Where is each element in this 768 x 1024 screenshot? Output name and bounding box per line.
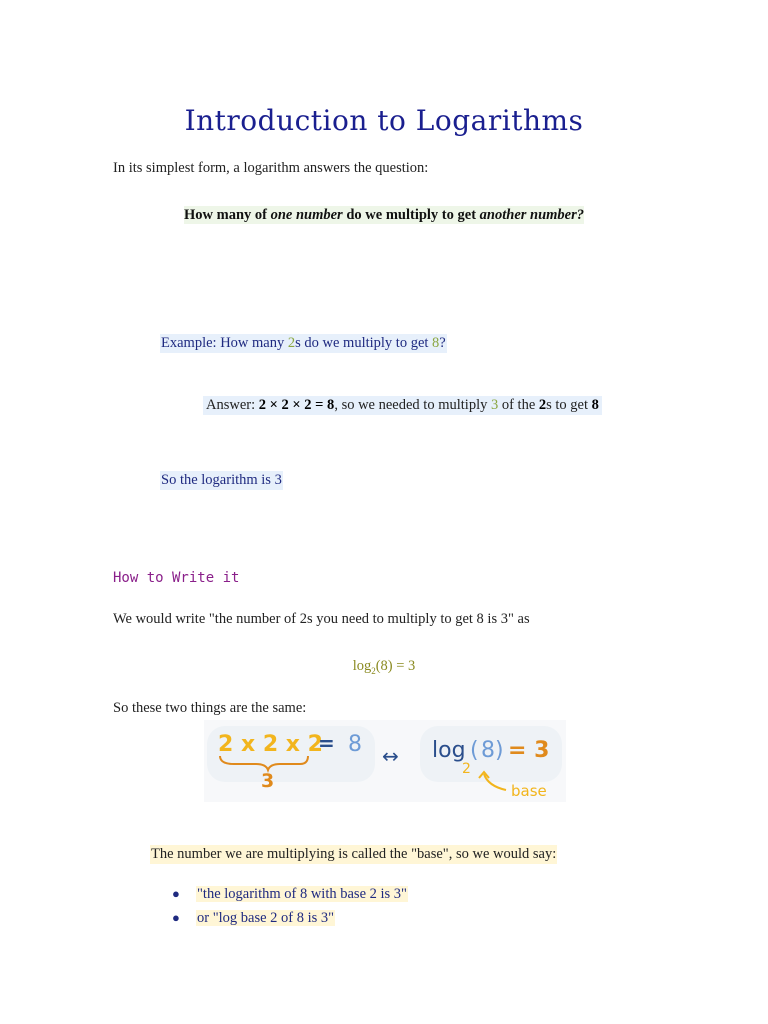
answer-expression: 2 × 2 × 2 = 8 xyxy=(258,397,335,413)
answer-mid3: s to get xyxy=(546,397,592,413)
base-explanation: The number we are multiplying is called the "base", so we would say: xyxy=(151,846,557,862)
answer-mid: , so we needed to multiply xyxy=(334,397,491,413)
question-em-another-number: another number? xyxy=(479,207,585,223)
example-mid: s do we multiply to get xyxy=(295,335,433,351)
example-answer xyxy=(203,396,602,415)
example-base-number: 2 xyxy=(287,335,296,351)
equivalence-svg xyxy=(204,720,566,802)
log-formula xyxy=(0,658,768,676)
answer-prefix: Answer: xyxy=(206,397,259,413)
question-part2: do we multiply to get xyxy=(342,207,480,223)
phrasing-list xyxy=(170,884,408,932)
list-item-text: or "log base 2 of 8 is 3" xyxy=(197,910,335,926)
log-equals-result: = 3 xyxy=(508,738,550,763)
intro-text: In its simplest form, a logarithm answers the question: xyxy=(113,160,429,176)
question-part1: How many of xyxy=(183,207,271,223)
multiplication-expression: 2 x 2 x 2 xyxy=(218,732,323,757)
equivalence-figure xyxy=(204,720,566,802)
question-em-one-number: one number xyxy=(270,207,343,223)
formula-rest: (8) = 3 xyxy=(375,658,416,674)
log-paren-close: ) xyxy=(495,738,504,763)
log-argument: 8 xyxy=(481,738,495,763)
bullet-icon: ● xyxy=(172,886,180,901)
notation-paragraph: We would write "the number of 2s you need to multiply to get 8 is 3" as xyxy=(113,611,530,627)
section-heading: How to Write it xyxy=(113,570,240,586)
double-arrow-icon: ↔ xyxy=(382,744,399,768)
logarithm-conclusion: So the logarithm is 3 xyxy=(161,472,282,488)
example-question xyxy=(160,334,447,353)
page-title: Introduction to Logarithms xyxy=(184,104,584,137)
log-base-subscript: 2 xyxy=(462,761,471,777)
example-target-number: 8 xyxy=(432,335,440,351)
list-item xyxy=(170,908,408,932)
list-item-text: "the logarithm of 8 with base 2 is 3" xyxy=(197,886,407,902)
list-item xyxy=(170,884,408,908)
question-highlight xyxy=(184,206,584,224)
log-text: log xyxy=(432,738,466,763)
formula-log: log xyxy=(352,658,372,674)
key-question xyxy=(0,207,768,224)
example-suffix: ? xyxy=(439,335,446,351)
answer-mid2: of the xyxy=(498,397,539,413)
answer-count: 3 xyxy=(490,397,499,413)
log-paren-open: ( xyxy=(470,738,479,763)
base-label: base xyxy=(511,782,547,800)
same-things-paragraph: So these two things are the same: xyxy=(113,700,307,716)
bullet-icon: ● xyxy=(172,910,180,925)
multiplication-result: 8 xyxy=(348,732,362,757)
brace-count: 3 xyxy=(261,770,275,792)
example-prefix: Example: How many xyxy=(161,335,288,351)
answer-result: 8 xyxy=(591,397,599,413)
multiplication-equals: = xyxy=(318,731,335,755)
formula-base: 2 xyxy=(371,665,376,676)
answer-base: 2 xyxy=(538,397,547,413)
